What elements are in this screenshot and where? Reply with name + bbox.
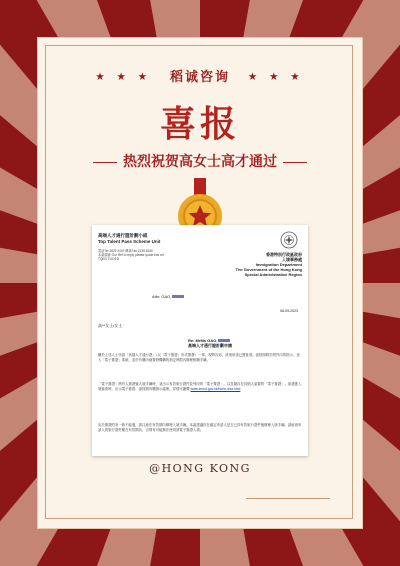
- paragraph-2-text: 「電子簽證」將有人簽證號人境手續時，須出示有效旅行證件及列印的「電子簽證」。以及儲存在其個人裝置的「電子簽證」。如遇進入境檢查時，出示電子簽證、請按照有關指示處理。詳情可瀏覽: [98, 382, 302, 392]
- letter-paragraph-2: [98, 382, 302, 393]
- brand-row: [0, 66, 400, 85]
- hk-emblem-icon: [280, 231, 298, 249]
- headline: 喜报: [159, 103, 240, 145]
- letter-subject: [188, 338, 232, 348]
- letter-department: [236, 252, 302, 277]
- divider-left: [93, 162, 117, 163]
- stars-left-icon: ★ ★ ★: [95, 72, 152, 83]
- contact-line-1: 電話Tel 2829 3447 傳真Fax 2135 5240: [98, 249, 153, 253]
- dept-en-1: Immigration Department: [255, 262, 302, 267]
- contact-line-3: TQEN TLIDED: [98, 257, 120, 261]
- letter-paragraph-1: 關於上述人士申請「高端人才通行證」（以「電子簽證」形式簽發）一事，現特告知，該項申請已獲批准。請按照附於附件內的指示，登入「電子簽證」系統，並於有關內地簽發機構的指定時限內辦理相關手續。: [98, 353, 300, 363]
- bottom-divider: [246, 498, 330, 499]
- letter-salutation: 高**女士/女士：: [98, 323, 127, 328]
- subline: [0, 151, 400, 171]
- letter-contact: [98, 249, 164, 261]
- dept-cn-1: 香港特別行政區政府: [266, 252, 302, 257]
- contact-line-2: 本處檔號 Our Ref In reply please quote this ref: [98, 253, 164, 257]
- letter-unit: [98, 233, 160, 244]
- re-subtitle: 高端人才通行證計劃申請: [188, 343, 232, 348]
- unit-en: Top Talent Pass Scheme Unit: [98, 238, 161, 244]
- dept-en-3: Special Administrative Region: [244, 272, 302, 277]
- divider-right: [283, 162, 307, 163]
- approval-letter: [92, 225, 308, 456]
- redaction-mark: [172, 295, 184, 298]
- letter-attn: [152, 294, 184, 299]
- dept-en-2: The Government of the Hong Kong: [235, 267, 302, 272]
- letter-paragraph-3: 由於簽證的有一般不能過，請注意在有效期內辦理入境手續。本處建議你在確定申請人是否已持有效旅行證件後辦理入境手續。請留意申請人的旅行證件應在有效期內，否則有可能無法使用該電子簽證入境。: [98, 423, 302, 433]
- attn-text: Attn: GAO,: [152, 294, 172, 299]
- subline-text: 热烈祝贺高女士高才通过: [123, 154, 277, 170]
- evisa-link[interactable]: www.immd.gov.hk/hkt/e-visa.html: [190, 387, 241, 392]
- location-tag: @HONG KONG: [149, 462, 251, 475]
- re-line: Re: MrMs GAO,: [188, 338, 218, 343]
- letter-date: 06-09-2023: [280, 309, 298, 313]
- dept-cn-2: 入境事務處: [282, 257, 302, 262]
- redaction-mark: [218, 339, 230, 342]
- stars-right-icon: ★ ★ ★: [248, 72, 305, 83]
- unit-cn: 高端人才通行證計劃小組: [98, 233, 148, 238]
- brand-name: 稻诚咨询: [169, 70, 230, 85]
